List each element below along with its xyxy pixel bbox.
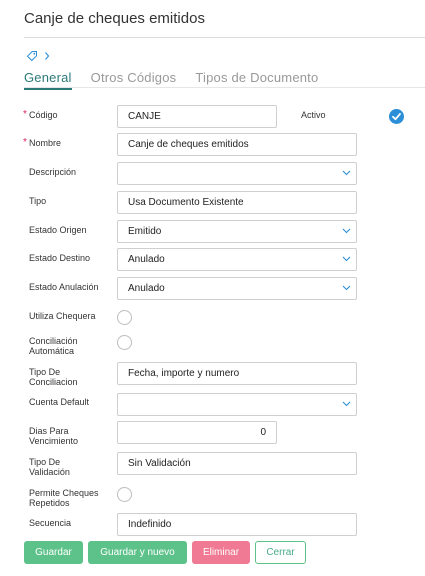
conciliacion-automatica-checkbox[interactable] [117, 335, 132, 350]
chevron-right-icon[interactable] [44, 51, 50, 61]
check-icon [389, 109, 404, 124]
chevron-down-icon [342, 228, 351, 234]
tab-tipos-documento[interactable]: Tipos de Documento [195, 70, 319, 85]
codigo-label: Código [29, 110, 58, 120]
secuencia-field[interactable]: Indefinido [117, 513, 357, 536]
cuenta-default-label: Cuenta Default [29, 397, 90, 407]
estado-destino-label: Estado Destino [29, 253, 91, 263]
dias-vencimiento-label [29, 426, 78, 446]
estado-anulacion-select[interactable] [117, 277, 357, 300]
tabs-divider [24, 87, 425, 88]
label-line: Conciliacion [29, 377, 78, 387]
chevron-down-icon [342, 170, 351, 176]
label-line: Conciliación [29, 336, 78, 346]
codigo-field[interactable]: CANJE [117, 105, 277, 128]
estado-destino-value: Anulado [128, 254, 165, 265]
label-line: Repetidos [29, 498, 70, 508]
utiliza-chequera-checkbox[interactable] [117, 310, 132, 325]
chevron-down-icon [342, 401, 351, 407]
secuencia-label: Secuencia [29, 518, 72, 528]
estado-origen-select[interactable] [117, 220, 357, 243]
conciliacion-automatica-label [29, 336, 78, 356]
dias-vencimiento-input[interactable]: 0 [117, 421, 277, 444]
utiliza-chequera-label: Utiliza Chequera [29, 311, 96, 321]
nombre-field[interactable]: Canje de cheques emitidos [117, 133, 357, 156]
label-line: Vencimiento [29, 436, 79, 446]
close-button[interactable]: Cerrar [255, 541, 306, 564]
label-line: Tipo De [29, 457, 61, 467]
required-marker: * [23, 137, 27, 148]
tipo-field[interactable]: Usa Documento Existente [117, 191, 357, 214]
label-line: Tipo De [29, 367, 61, 377]
descripcion-label: Descripción [29, 167, 77, 177]
chevron-down-icon [342, 256, 351, 262]
descripcion-select[interactable] [117, 162, 357, 185]
permite-repetidos-label [29, 488, 99, 508]
tipo-conciliacion-field[interactable]: Fecha, importe y numero [117, 362, 357, 385]
estado-origen-label: Estado Origen [29, 225, 87, 235]
tab-otros-codigos[interactable]: Otros Códigos [90, 70, 177, 85]
save-button[interactable]: Guardar [24, 541, 83, 564]
tipo-conciliacion-label [29, 367, 78, 387]
permite-repetidos-checkbox[interactable] [117, 487, 132, 502]
chevron-down-icon [342, 285, 351, 291]
tipo-label: Tipo [29, 196, 47, 206]
label-line: Automática [29, 346, 75, 356]
tab-general[interactable]: General [24, 70, 72, 90]
tipo-validacion-field[interactable]: Sin Validación [117, 452, 357, 475]
title-divider [24, 37, 425, 38]
delete-button[interactable]: Eliminar [192, 541, 250, 564]
save-and-new-button[interactable]: Guardar y nuevo [88, 541, 187, 564]
tag-icon[interactable] [26, 50, 38, 62]
nombre-label: Nombre [29, 138, 62, 148]
estado-anulacion-label: Estado Anulación [29, 282, 99, 292]
page-title: Canje de cheques emitidos [24, 10, 205, 27]
breadcrumb [26, 50, 50, 62]
estado-destino-select[interactable] [117, 248, 357, 271]
activo-label: Activo [301, 110, 326, 120]
estado-origen-value: Emitido [128, 226, 162, 237]
estado-anulacion-value: Anulado [128, 283, 165, 294]
label-line: Dias Para [29, 426, 69, 436]
tipo-validacion-label [29, 457, 70, 477]
required-marker: * [23, 109, 27, 120]
activo-checkbox[interactable] [389, 109, 404, 124]
cuenta-default-select[interactable] [117, 393, 357, 416]
label-line: Permite Cheques [29, 488, 99, 498]
label-line: Validación [29, 467, 70, 477]
